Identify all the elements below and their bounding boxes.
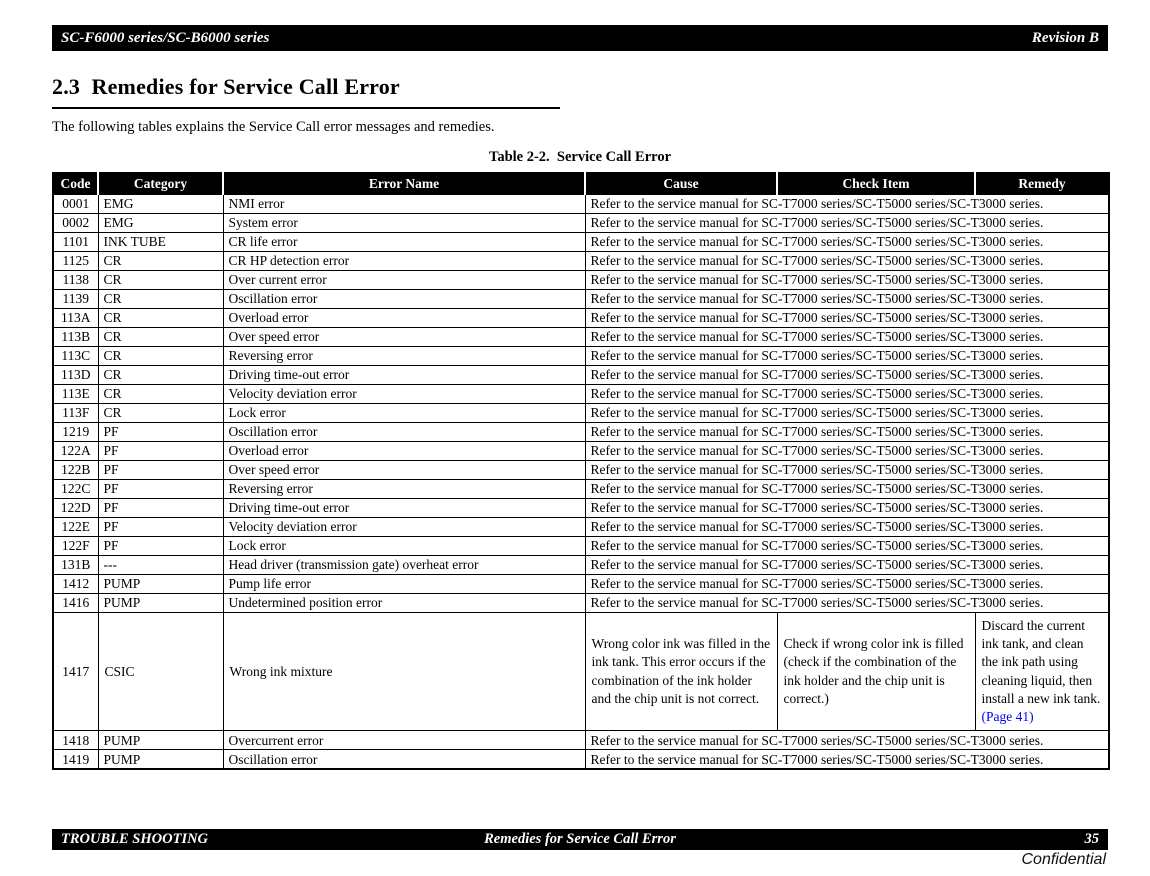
cell-error-name: Undetermined position error bbox=[223, 594, 585, 613]
cell-refer-to-manual: Refer to the service manual for SC-T7000 series/SC-T5000 series/SC-T3000 series. bbox=[585, 328, 1109, 347]
cell-code: 113A bbox=[53, 309, 98, 328]
cell-category: PF bbox=[98, 537, 223, 556]
cell-error-name: System error bbox=[223, 214, 585, 233]
table-row bbox=[53, 252, 1109, 271]
cell-error-name: Oscillation error bbox=[223, 423, 585, 442]
cell-refer-to-manual: Refer to the service manual for SC-T7000 series/SC-T5000 series/SC-T3000 series. bbox=[585, 309, 1109, 328]
cell-code: 1125 bbox=[53, 252, 98, 271]
table-row bbox=[53, 347, 1109, 366]
cell-refer-to-manual: Refer to the service manual for SC-T7000 series/SC-T5000 series/SC-T3000 series. bbox=[585, 461, 1109, 480]
table-row bbox=[53, 328, 1109, 347]
table-row bbox=[53, 366, 1109, 385]
cell-category: CR bbox=[98, 309, 223, 328]
page-footer-bar bbox=[52, 829, 1108, 850]
cell-refer-to-manual: Refer to the service manual for SC-T7000 series/SC-T5000 series/SC-T3000 series. bbox=[585, 575, 1109, 594]
cell-remedy bbox=[975, 613, 1109, 731]
cell-category: CR bbox=[98, 366, 223, 385]
cell-refer-to-manual: Refer to the service manual for SC-T7000 series/SC-T5000 series/SC-T3000 series. bbox=[585, 214, 1109, 233]
cell-code: 122F bbox=[53, 537, 98, 556]
cell-code: 0002 bbox=[53, 214, 98, 233]
section-title: 2.3 Remedies for Service Call Error bbox=[52, 74, 560, 109]
cell-code: 113B bbox=[53, 328, 98, 347]
cell-refer-to-manual: Refer to the service manual for SC-T7000 series/SC-T5000 series/SC-T3000 series. bbox=[585, 537, 1109, 556]
cell-code: 1417 bbox=[53, 613, 98, 731]
cell-category: CR bbox=[98, 271, 223, 290]
cell-category: EMG bbox=[98, 214, 223, 233]
table-row bbox=[53, 537, 1109, 556]
cell-refer-to-manual: Refer to the service manual for SC-T7000 series/SC-T5000 series/SC-T3000 series. bbox=[585, 404, 1109, 423]
cell-code: 1101 bbox=[53, 233, 98, 252]
cell-category: PF bbox=[98, 480, 223, 499]
table-row bbox=[53, 575, 1109, 594]
cell-refer-to-manual: Refer to the service manual for SC-T7000 series/SC-T5000 series/SC-T3000 series. bbox=[585, 233, 1109, 252]
cell-code: 131B bbox=[53, 556, 98, 575]
cell-error-name: Overload error bbox=[223, 309, 585, 328]
table-row bbox=[53, 290, 1109, 309]
table-row bbox=[53, 442, 1109, 461]
cell-category: EMG bbox=[98, 195, 223, 214]
cell-error-name: Pump life error bbox=[223, 575, 585, 594]
column-header-code: Code bbox=[53, 173, 98, 195]
cell-code: 1412 bbox=[53, 575, 98, 594]
cell-error-name: Driving time-out error bbox=[223, 499, 585, 518]
column-header-cause: Cause bbox=[585, 173, 777, 195]
cell-error-name: Driving time-out error bbox=[223, 366, 585, 385]
page-header-bar bbox=[52, 25, 1108, 51]
cell-category: CR bbox=[98, 385, 223, 404]
cell-code: 1219 bbox=[53, 423, 98, 442]
cell-code: 122D bbox=[53, 499, 98, 518]
table-row bbox=[53, 214, 1109, 233]
cell-refer-to-manual: Refer to the service manual for SC-T7000 series/SC-T5000 series/SC-T3000 series. bbox=[585, 556, 1109, 575]
cell-category: CR bbox=[98, 347, 223, 366]
table-row bbox=[53, 556, 1109, 575]
cell-category: CR bbox=[98, 328, 223, 347]
column-header-check-item: Check Item bbox=[777, 173, 975, 195]
cell-code: 1139 bbox=[53, 290, 98, 309]
cell-code: 122E bbox=[53, 518, 98, 537]
cell-code: 1418 bbox=[53, 731, 98, 750]
cell-error-name: Over speed error bbox=[223, 461, 585, 480]
cell-category: PF bbox=[98, 499, 223, 518]
cell-error-name: Lock error bbox=[223, 537, 585, 556]
cell-cause: Wrong color ink was filled in the ink tank. This error occurs if the combination of the ink holder and the chip unit is not correct. bbox=[585, 613, 777, 731]
table-row bbox=[53, 271, 1109, 290]
column-header-category: Category bbox=[98, 173, 223, 195]
cell-category: CR bbox=[98, 252, 223, 271]
confidential-label: Confidential bbox=[1021, 851, 1106, 868]
header-product-series: SC-F6000 series/SC-B6000 series bbox=[61, 29, 270, 46]
cell-category: PF bbox=[98, 423, 223, 442]
cell-error-name: NMI error bbox=[223, 195, 585, 214]
table-row bbox=[53, 461, 1109, 480]
cell-code: 0001 bbox=[53, 195, 98, 214]
cell-error-name: Head driver (transmission gate) overheat error bbox=[223, 556, 585, 575]
column-header-error-name: Error Name bbox=[223, 173, 585, 195]
footer-page-number: 35 bbox=[1084, 831, 1099, 847]
cell-refer-to-manual: Refer to the service manual for SC-T7000 series/SC-T5000 series/SC-T3000 series. bbox=[585, 366, 1109, 385]
cell-code: 122A bbox=[53, 442, 98, 461]
cell-code: 1416 bbox=[53, 594, 98, 613]
table-row bbox=[53, 385, 1109, 404]
footer-chapter: TROUBLE SHOOTING bbox=[61, 831, 209, 847]
cell-category: PUMP bbox=[98, 575, 223, 594]
cell-error-name: Over current error bbox=[223, 271, 585, 290]
cell-category: CR bbox=[98, 404, 223, 423]
cell-category: PUMP bbox=[98, 750, 223, 770]
table-row bbox=[53, 750, 1109, 770]
cell-code: 122B bbox=[53, 461, 98, 480]
cell-error-name: CR HP detection error bbox=[223, 252, 585, 271]
cell-category: PF bbox=[98, 442, 223, 461]
cell-error-name: Oscillation error bbox=[223, 750, 585, 770]
cell-category: PF bbox=[98, 461, 223, 480]
intro-text: The following tables explains the Service Call error messages and remedies. bbox=[52, 119, 495, 135]
cell-category: INK TUBE bbox=[98, 233, 223, 252]
cell-refer-to-manual: Refer to the service manual for SC-T7000 series/SC-T5000 series/SC-T3000 series. bbox=[585, 442, 1109, 461]
cell-refer-to-manual: Refer to the service manual for SC-T7000 series/SC-T5000 series/SC-T3000 series. bbox=[585, 347, 1109, 366]
cell-category: PF bbox=[98, 518, 223, 537]
table-row bbox=[53, 731, 1109, 750]
cell-error-name: Wrong ink mixture bbox=[223, 613, 585, 731]
table-row bbox=[53, 518, 1109, 537]
table-caption: Table 2-2. Service Call Error bbox=[488, 149, 672, 165]
cell-refer-to-manual: Refer to the service manual for SC-T7000 series/SC-T5000 series/SC-T3000 series. bbox=[585, 731, 1109, 750]
table-row bbox=[53, 480, 1109, 499]
cell-code: 122C bbox=[53, 480, 98, 499]
cell-category: --- bbox=[98, 556, 223, 575]
cell-error-name: Velocity deviation error bbox=[223, 385, 585, 404]
table-row bbox=[53, 499, 1109, 518]
table-row bbox=[53, 423, 1109, 442]
remedy-text: Discard the current ink tank, and clean the ink path using cleaning liquid, then install a new ink tank. bbox=[981, 618, 1101, 706]
cell-code: 113E bbox=[53, 385, 98, 404]
cell-refer-to-manual: Refer to the service manual for SC-T7000 series/SC-T5000 series/SC-T3000 series. bbox=[585, 750, 1109, 770]
cell-error-name: CR life error bbox=[223, 233, 585, 252]
cell-error-name: Overcurrent error bbox=[223, 731, 585, 750]
cell-error-name: Over speed error bbox=[223, 328, 585, 347]
footer-section: Remedies for Service Call Error bbox=[484, 831, 676, 847]
column-header-remedy: Remedy bbox=[975, 173, 1109, 195]
cell-refer-to-manual: Refer to the service manual for SC-T7000 series/SC-T5000 series/SC-T3000 series. bbox=[585, 518, 1109, 537]
page-41-link[interactable]: (Page 41) bbox=[981, 709, 1034, 725]
cell-error-name: Oscillation error bbox=[223, 290, 585, 309]
cell-error-name: Reversing error bbox=[223, 347, 585, 366]
cell-category: PUMP bbox=[98, 594, 223, 613]
table-header-row bbox=[53, 173, 1109, 195]
cell-code: 113F bbox=[53, 404, 98, 423]
cell-check-item: Check if wrong color ink is filled (check if the combination of the ink holder and the chip unit is correct.) bbox=[777, 613, 975, 731]
table-row bbox=[53, 233, 1109, 252]
cell-refer-to-manual: Refer to the service manual for SC-T7000 series/SC-T5000 series/SC-T3000 series. bbox=[585, 252, 1109, 271]
cell-category: PUMP bbox=[98, 731, 223, 750]
cell-code: 1138 bbox=[53, 271, 98, 290]
service-call-error-table bbox=[52, 172, 1110, 770]
cell-category: CR bbox=[98, 290, 223, 309]
table-body bbox=[53, 195, 1109, 770]
cell-category: CSIC bbox=[98, 613, 223, 731]
cell-code: 1419 bbox=[53, 750, 98, 770]
cell-code: 113D bbox=[53, 366, 98, 385]
cell-refer-to-manual: Refer to the service manual for SC-T7000 series/SC-T5000 series/SC-T3000 series. bbox=[585, 480, 1109, 499]
header-revision: Revision B bbox=[1031, 29, 1099, 46]
cell-code: 113C bbox=[53, 347, 98, 366]
cell-error-name: Overload error bbox=[223, 442, 585, 461]
cell-error-name: Lock error bbox=[223, 404, 585, 423]
cell-error-name: Velocity deviation error bbox=[223, 518, 585, 537]
table-row bbox=[53, 309, 1109, 328]
cell-refer-to-manual: Refer to the service manual for SC-T7000 series/SC-T5000 series/SC-T3000 series. bbox=[585, 195, 1109, 214]
cell-error-name: Reversing error bbox=[223, 480, 585, 499]
cell-refer-to-manual: Refer to the service manual for SC-T7000 series/SC-T5000 series/SC-T3000 series. bbox=[585, 499, 1109, 518]
table-row bbox=[53, 594, 1109, 613]
cell-refer-to-manual: Refer to the service manual for SC-T7000 series/SC-T5000 series/SC-T3000 series. bbox=[585, 271, 1109, 290]
cell-refer-to-manual: Refer to the service manual for SC-T7000 series/SC-T5000 series/SC-T3000 series. bbox=[585, 594, 1109, 613]
cell-refer-to-manual: Refer to the service manual for SC-T7000 series/SC-T5000 series/SC-T3000 series. bbox=[585, 290, 1109, 309]
cell-refer-to-manual: Refer to the service manual for SC-T7000 series/SC-T5000 series/SC-T3000 series. bbox=[585, 385, 1109, 404]
table-row bbox=[53, 613, 1109, 731]
table-row bbox=[53, 195, 1109, 214]
table-row bbox=[53, 404, 1109, 423]
cell-refer-to-manual: Refer to the service manual for SC-T7000 series/SC-T5000 series/SC-T3000 series. bbox=[585, 423, 1109, 442]
